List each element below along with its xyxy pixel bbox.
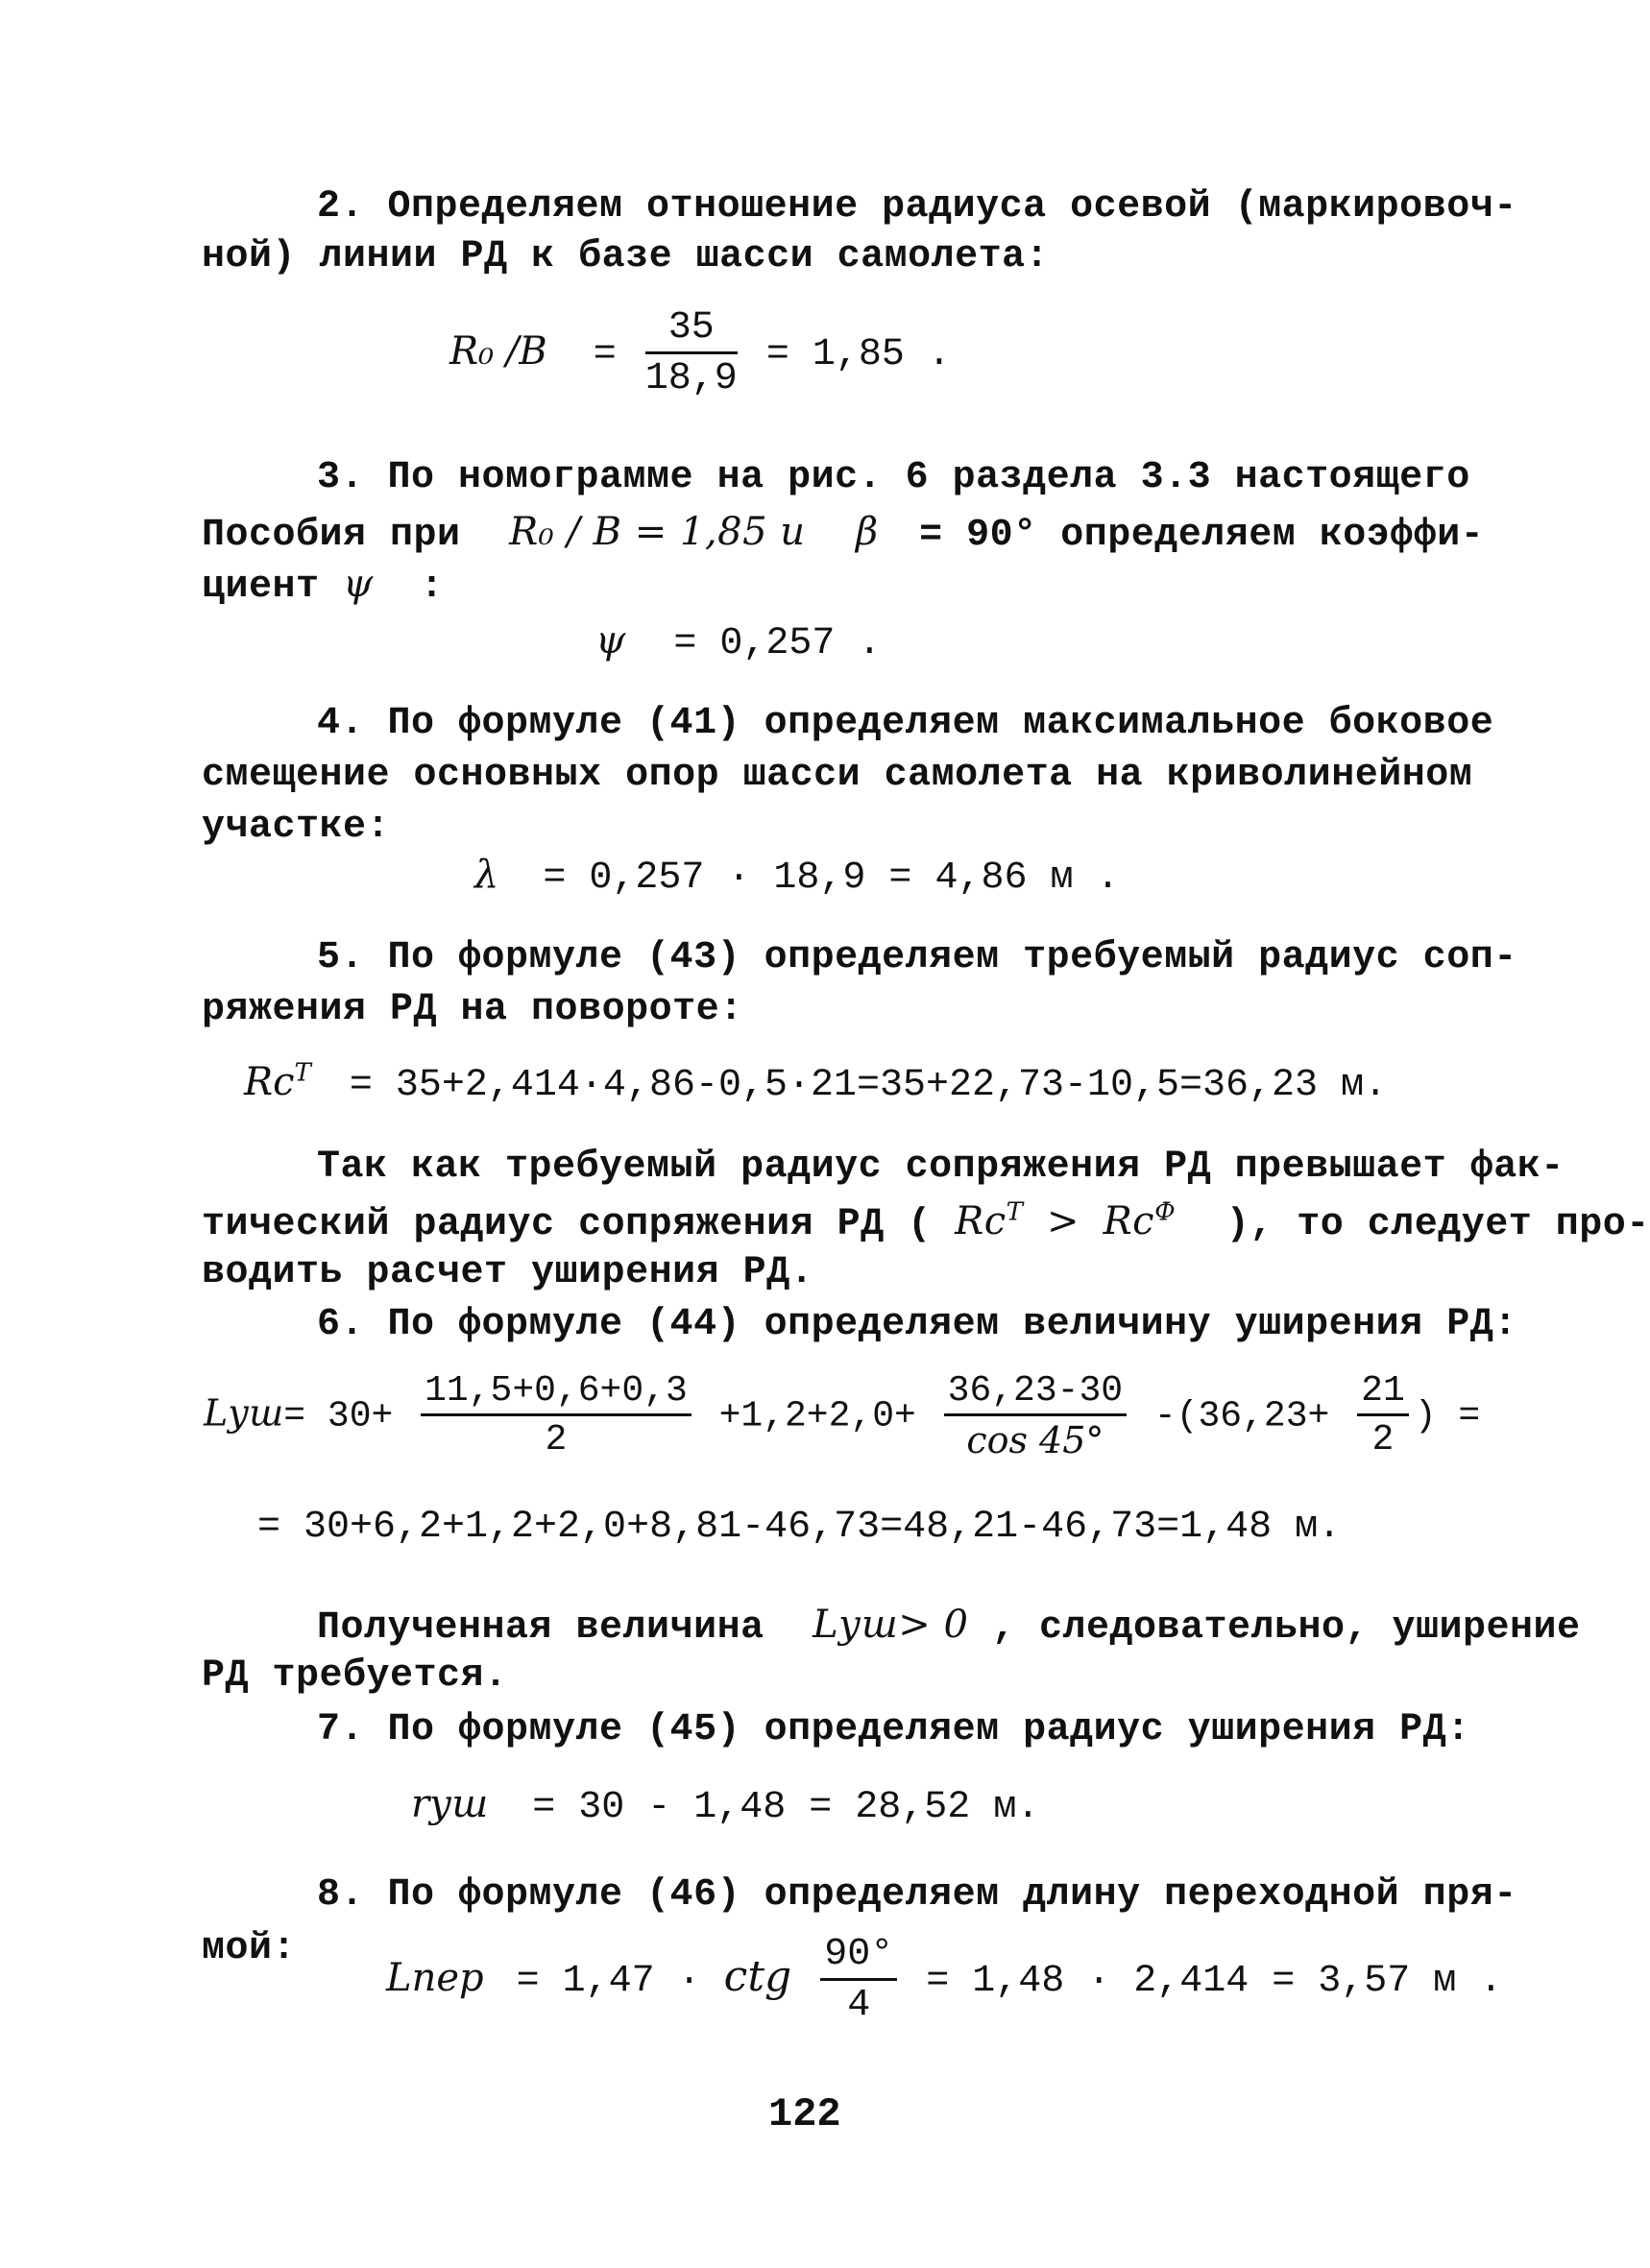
para-4-line-1: 4. По формуле (41) определяем максимальное боковое: [317, 702, 1494, 745]
para-3-line-1: 3. По номограмме на рис. 6 раздела 3.3 настоящего: [317, 456, 1470, 499]
formula-ratio-lhs: R₀ /B: [449, 329, 547, 374]
para-2-line-2: ной) линии РД к базе шасси самолета:: [202, 235, 1050, 278]
page-number: 122: [768, 2091, 841, 2137]
para-6-line-3: водить расчет уширения РД.: [202, 1251, 814, 1294]
para-8-line-2: РД требуется.: [202, 1654, 508, 1698]
para-3-line-3: циент ψ :: [202, 562, 444, 609]
formula-widening-radius: rуш = 30 - 1,48 = 28,52 м.: [411, 1782, 1040, 1829]
para-10-line-1: 8. По формуле (46) определяем длину переходной пря-: [317, 1873, 1517, 1917]
para-6-line-1: Так как требуемый радиус сопряжения РД превышает фак-: [317, 1146, 1565, 1189]
para-5-line-2: ряжения РД на повороте:: [202, 988, 743, 1031]
para-3-line-2: Пособия при R₀ / B = 1,85 и β = 90° определяем коэффи-: [202, 510, 1485, 557]
formula-ratio: R₀ /B = $\frac{35}{18,9}$ = 1,85 .: [449, 306, 951, 400]
para-4-line-3: участке:: [202, 806, 391, 849]
para-9-line-1: 7. По формуле (45) определяем радиус уширения РД:: [317, 1708, 1470, 1751]
formula-transition-length: Lпер = 1,47 · ctg $\frac{90^\circ}{4}$ = 1,48 · 2,414 = 3,57 м .: [386, 1933, 1503, 2027]
para-7-line-1: 6. По формуле (44) определяем величину уширения РД:: [317, 1303, 1517, 1346]
formula-ratio-rhs: = 1,85 .: [765, 333, 951, 377]
formula-widening-length: Lуш= 30+ $\frac{11,5+0,6+0,3}{2}$ +1,2+2,0+ $\frac{36,23-30}{\cos 45^\circ}$ -(36,23+ $\frac{21}{2}$ ) =: [204, 1370, 1481, 1461]
formula-ratio-fraction: $\frac{35}{18,9}$: [644, 306, 738, 400]
formula-radius-required: $Rc^T = 35+2,414\cdot 4,86-0,5\cdot 21=35+22,73-10,5=36,23$ м.: [244, 1058, 1388, 1107]
para-5-line-1: 5. По формуле (43) определяем требуемый радиус соп-: [317, 936, 1517, 979]
para-10-line-2: мой:: [202, 1927, 297, 1970]
formula-lambda: λ = 0,257 · 18,9 = 4,86 м .: [474, 853, 1120, 900]
para-8-line-1: Полученная величина Lуш> 0 , следовательно, уширение: [317, 1603, 1581, 1650]
formula-widening-result: = 30+6,2+1,2+2,0+8,81-46,73=48,21-46,73=1,48 м.: [257, 1506, 1342, 1549]
para-2-line-1: 2. Определяем отношение радиуса осевой (маркировоч-: [317, 185, 1517, 229]
para-6-line-2: тический радиус сопряжения РД ( $Rc^T > Rc^Ф$ ), то следует про-: [202, 1197, 1650, 1246]
para-4-line-2: смещение основных опор шасси самолета на криволинейном: [202, 754, 1473, 797]
formula-psi: ψ = 0,257 .: [595, 618, 882, 665]
